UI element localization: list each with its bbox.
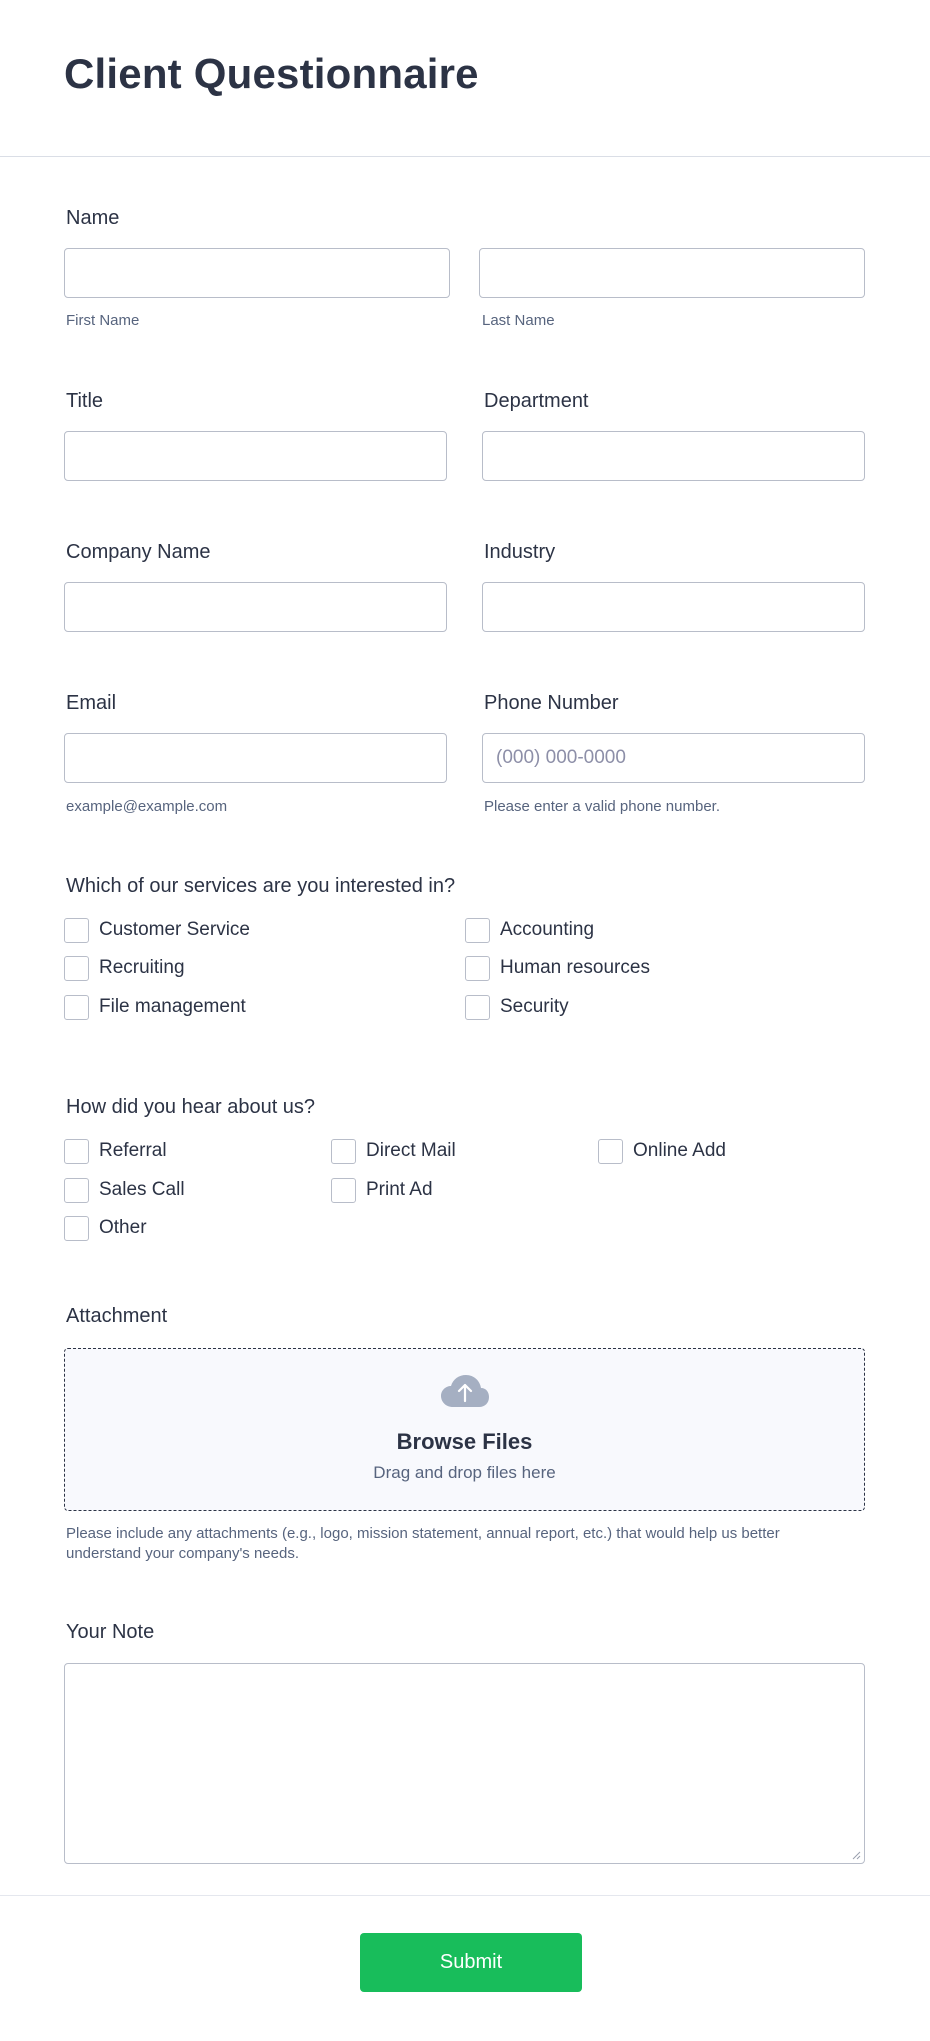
checkbox-label: Print Ad bbox=[366, 1179, 433, 1200]
email-sublabel: example@example.com bbox=[66, 798, 228, 815]
hear-option-other[interactable] bbox=[64, 1215, 147, 1241]
checkbox[interactable] bbox=[64, 1216, 89, 1241]
industry-label: Industry bbox=[484, 541, 556, 563]
service-option-file-management[interactable] bbox=[64, 994, 246, 1020]
checkbox[interactable] bbox=[64, 1139, 89, 1164]
phone-sublabel: Please enter a valid phone number. bbox=[484, 798, 720, 815]
last-name-sublabel: Last Name bbox=[482, 312, 555, 329]
attachment-help-text: Please include any attachments (e.g., logo, mission statement, annual report, etc.) that would help us better understand your company's needs. bbox=[66, 1525, 780, 1562]
services-label: Which of our services are you interested in? bbox=[66, 875, 456, 897]
checkbox[interactable] bbox=[64, 995, 89, 1020]
checkbox-label: File management bbox=[99, 996, 246, 1017]
footer-divider bbox=[0, 1895, 930, 1896]
service-option-customer-service[interactable] bbox=[64, 917, 250, 943]
phone-number-input[interactable] bbox=[482, 733, 865, 783]
title-label: Title bbox=[66, 390, 104, 412]
service-option-security[interactable] bbox=[465, 994, 569, 1020]
checkbox-label: Direct Mail bbox=[366, 1140, 456, 1161]
last-name-input[interactable] bbox=[479, 248, 865, 298]
cloud-upload-icon bbox=[440, 1373, 490, 1409]
form-header bbox=[0, 0, 930, 157]
file-upload-dropzone[interactable] bbox=[64, 1348, 865, 1511]
hear-about-label: How did you hear about us? bbox=[66, 1096, 316, 1118]
email-label: Email bbox=[66, 692, 117, 714]
checkbox-label: Recruiting bbox=[99, 957, 185, 978]
checkbox-label: Online Add bbox=[633, 1140, 726, 1161]
department-input[interactable] bbox=[482, 431, 865, 481]
name-label: Name bbox=[66, 207, 120, 229]
page-title: Client Questionnaire bbox=[64, 50, 479, 97]
company-name-label: Company Name bbox=[66, 541, 211, 563]
checkbox[interactable] bbox=[598, 1139, 623, 1164]
checkbox-label: Accounting bbox=[500, 919, 595, 940]
hear-option-online-add[interactable] bbox=[598, 1138, 726, 1164]
checkbox-label: Human resources bbox=[500, 957, 650, 978]
service-option-accounting[interactable] bbox=[465, 917, 594, 943]
checkbox-label: Security bbox=[500, 996, 569, 1017]
checkbox-label: Other bbox=[99, 1217, 147, 1238]
service-option-recruiting[interactable] bbox=[64, 955, 185, 981]
submit-button[interactable]: Submit bbox=[360, 1933, 582, 1992]
checkbox[interactable] bbox=[64, 956, 89, 981]
checkbox-label: Referral bbox=[99, 1140, 167, 1161]
phone-number-label: Phone Number bbox=[484, 692, 619, 714]
checkbox[interactable] bbox=[331, 1178, 356, 1203]
hear-option-sales-call[interactable] bbox=[64, 1177, 185, 1203]
attachment-label: Attachment bbox=[66, 1305, 168, 1327]
first-name-sublabel: First Name bbox=[66, 312, 140, 329]
checkbox[interactable] bbox=[64, 1178, 89, 1203]
hear-option-referral[interactable] bbox=[64, 1138, 167, 1164]
email-input[interactable] bbox=[64, 733, 447, 783]
title-input[interactable] bbox=[64, 431, 447, 481]
drag-drop-hint: Drag and drop files here bbox=[373, 1463, 556, 1482]
checkbox-label: Sales Call bbox=[99, 1179, 185, 1200]
your-note-label: Your Note bbox=[66, 1621, 155, 1643]
checkbox[interactable] bbox=[64, 918, 89, 943]
hear-option-print-ad[interactable] bbox=[331, 1177, 433, 1203]
checkbox[interactable] bbox=[465, 918, 490, 943]
checkbox[interactable] bbox=[465, 995, 490, 1020]
industry-input[interactable] bbox=[482, 582, 865, 632]
note-textarea[interactable] bbox=[64, 1663, 865, 1864]
service-option-human-resources[interactable] bbox=[465, 955, 650, 981]
checkbox[interactable] bbox=[331, 1139, 356, 1164]
department-label: Department bbox=[484, 390, 589, 412]
checkbox-label: Customer Service bbox=[99, 919, 250, 940]
checkbox[interactable] bbox=[465, 956, 490, 981]
company-name-input[interactable] bbox=[64, 582, 447, 632]
hear-option-direct-mail[interactable] bbox=[331, 1138, 456, 1164]
browse-files-button[interactable]: Browse Files bbox=[396, 1429, 533, 1454]
first-name-input[interactable] bbox=[64, 248, 450, 298]
resize-grip-icon[interactable] bbox=[849, 1848, 861, 1860]
